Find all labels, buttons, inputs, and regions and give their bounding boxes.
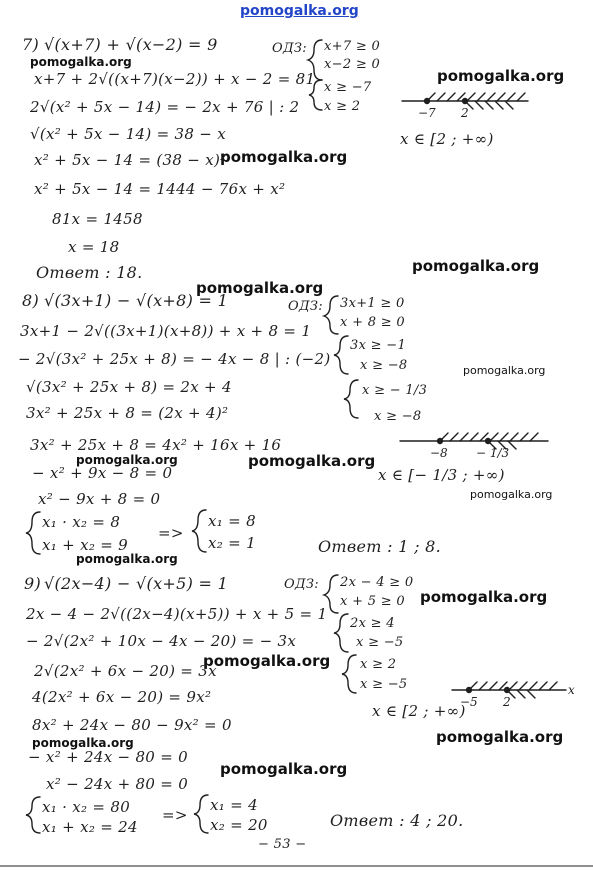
solution-line: 2√(2x² + 6x − 20) = 3x <box>34 662 217 680</box>
solution-line: 3x² + 25x + 8 = 4x² + 16x + 16 <box>30 436 282 454</box>
solution-line: − x² + 24x − 80 = 0 <box>28 748 188 766</box>
solution-line: 2√(x² + 5x − 14) = − 2x + 76 | : 2 <box>30 98 300 116</box>
odz-condition: x ≥ −7 <box>324 80 372 95</box>
domain: x ∈ [2 ; +∞) <box>400 130 494 148</box>
root: x₁ = 8 <box>208 512 256 530</box>
watermark: pomogalka.org <box>470 488 553 501</box>
implies-arrow: => <box>162 806 188 824</box>
solution-line: 3x² + 25x + 8 = (2x + 4)² <box>26 404 229 422</box>
brace-odz8-a <box>324 296 338 334</box>
numberline7-hatch-b <box>465 101 513 109</box>
solution-line: 81x = 1458 <box>52 210 143 228</box>
odz-condition: x ≥ − 1/3 <box>362 383 428 398</box>
brace-vieta8 <box>26 512 40 554</box>
brace-odz9-c <box>342 655 356 693</box>
solution-line: √(x² + 5x − 14) = 38 − x <box>30 125 226 143</box>
watermark: pomogalka.org <box>220 148 348 166</box>
odz-condition: x ≥ −8 <box>360 358 408 373</box>
solution-line: x² + 5x − 14 = 1444 − 76x + x² <box>34 180 286 198</box>
odz-condition: x ≥ −8 <box>374 409 422 424</box>
solution-line: x² − 24x + 80 = 0 <box>46 775 189 793</box>
root: x₁ = 4 <box>210 796 258 814</box>
solution-line: 4(2x² + 6x − 20) = 9x² <box>32 688 212 706</box>
watermark: pomogalka.org <box>436 728 564 746</box>
odz-condition: x + 5 ≥ 0 <box>340 594 405 609</box>
answer: Ответ : 18. <box>36 263 143 282</box>
answer: Ответ : 4 ; 20. <box>330 811 464 830</box>
brace-odz8-b <box>334 336 348 374</box>
odz-condition: 2x − 4 ≥ 0 <box>340 575 414 590</box>
odz-label: ОДЗ: <box>284 577 319 592</box>
numberline-label: − 1/3 <box>476 446 510 460</box>
watermark: pomogalka.org <box>463 364 546 377</box>
equation: √(3x+1) − √(x+8) = 1 <box>44 291 229 310</box>
brace-odz9-b <box>334 614 348 652</box>
odz-condition: x−2 ≥ 0 <box>324 57 381 72</box>
odz-condition: x + 8 ≥ 0 <box>340 315 405 330</box>
answer: Ответ : 1 ; 8. <box>318 537 442 556</box>
numberline-axis-label: x <box>568 683 575 697</box>
odz-condition: x ≥ 2 <box>360 657 397 672</box>
watermark: pomogalka.org <box>420 588 548 606</box>
solution-line: − 2√(3x² + 25x + 8) = − 4x − 8 | : (−2) <box>18 350 331 368</box>
numberline-label: 2 <box>503 695 511 709</box>
watermark: pomogalka.org <box>76 552 178 566</box>
vieta-line: x₁ · x₂ = 80 <box>42 798 131 816</box>
odz-label: ОДЗ: <box>272 41 307 56</box>
watermark: pomogalka.org <box>196 279 324 297</box>
problem-number: 7) <box>22 35 40 54</box>
vieta-line: x₁ · x₂ = 8 <box>42 513 121 531</box>
root: x₂ = 20 <box>210 816 268 834</box>
domain: x ∈ [2 ; +∞) <box>372 702 466 720</box>
numberline9-hatch-a <box>469 682 557 690</box>
solution-line: x = 18 <box>68 238 120 256</box>
numberline-label: 2 <box>461 106 469 120</box>
odz-condition: 3x+1 ≥ 0 <box>340 296 405 311</box>
watermark: pomogalka.org <box>248 452 376 470</box>
numberline-label: −8 <box>430 446 448 460</box>
problem-number: 8) <box>22 291 40 310</box>
odz-condition: x ≥ −5 <box>360 677 408 692</box>
equation: √(x+7) + √(x−2) = 9 <box>44 35 218 54</box>
vieta-line: x₁ + x₂ = 9 <box>42 536 128 554</box>
root: x₂ = 1 <box>208 534 256 552</box>
equation: √(2x−4) − √(x+5) = 1 <box>44 574 229 593</box>
numberline9-hatch-b <box>507 690 535 698</box>
odz-condition: 3x ≥ −1 <box>350 338 407 353</box>
solution-line: x² − 9x + 8 = 0 <box>38 490 161 508</box>
watermark: pomogalka.org <box>203 652 331 670</box>
brace-roots9 <box>194 795 208 833</box>
solution-line: 3x+1 − 2√((3x+1)(x+8)) + x + 8 = 1 <box>20 322 312 340</box>
solution-line: 8x² + 24x − 80 − 9x² = 0 <box>32 716 232 734</box>
brace-roots8 <box>192 510 206 552</box>
numberline-label: −5 <box>460 695 478 709</box>
solution-line: x² + 5x − 14 = (38 − x)² <box>34 151 227 169</box>
odz-label: ОДЗ: <box>288 299 323 314</box>
domain: x ∈ [− 1/3 ; +∞) <box>378 466 505 484</box>
watermark: pomogalka.org <box>32 736 134 750</box>
problem-number: 9) <box>24 574 42 593</box>
watermark: pomogalka.org <box>30 55 132 69</box>
odz-condition: x ≥ −5 <box>356 635 404 650</box>
watermark: pomogalka.org <box>437 67 565 85</box>
watermark: pomogalka.org <box>220 760 348 778</box>
solution-line: √(3x² + 25x + 8) = 2x + 4 <box>26 378 232 396</box>
numberline7-hatch-a <box>427 93 525 101</box>
odz-condition: x ≥ 2 <box>324 99 361 114</box>
odz-condition: x+7 ≥ 0 <box>324 39 381 54</box>
watermark: pomogalka.org <box>412 257 540 275</box>
brace-vieta9 <box>26 797 40 833</box>
solution-line: x+7 + 2√((x+7)(x−2)) + x − 2 = 81 <box>34 70 316 88</box>
vieta-line: x₁ + x₂ = 24 <box>42 818 138 836</box>
solution-line: − x² + 9x − 8 = 0 <box>32 464 173 482</box>
brace-odz8-c <box>344 380 358 418</box>
odz-condition: 2x ≥ 4 <box>350 616 395 631</box>
implies-arrow: => <box>158 524 184 542</box>
solution-line: − 2√(2x² + 10x − 4x − 20) = − 3x <box>26 632 297 650</box>
solution-line: 2x − 4 − 2√((2x−4)(x+5)) + x + 5 = 1 <box>26 605 328 623</box>
watermark: pomogalka.org <box>76 453 178 467</box>
page-number: − 53 − <box>258 837 307 852</box>
watermark-top[interactable]: pomogalka.org <box>240 3 359 19</box>
numberline-label: −7 <box>418 106 436 120</box>
